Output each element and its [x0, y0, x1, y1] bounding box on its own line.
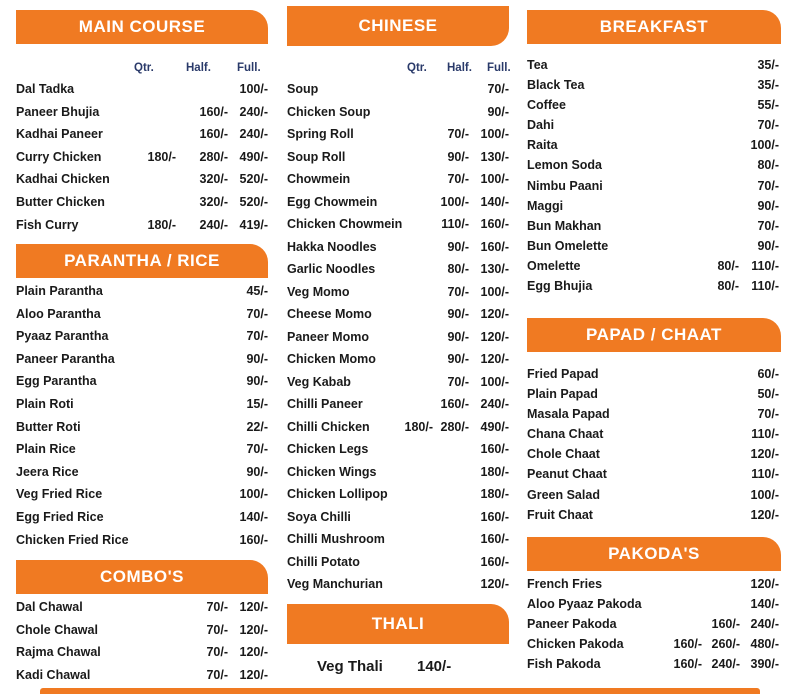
menu-item: [527, 617, 781, 637]
item-price-full: 120/-: [480, 307, 509, 321]
item-price-full: 70/-: [757, 178, 779, 193]
menu-item: [527, 158, 781, 178]
item-price-full: 100/-: [239, 82, 268, 96]
item-price-full: 70/-: [487, 82, 509, 96]
menu-item: [16, 172, 268, 195]
menu-item: [16, 623, 268, 646]
item-price-price: 160/-: [239, 532, 268, 547]
item-price-full: 160/-: [480, 239, 509, 254]
item-price-full: 35/-: [757, 58, 779, 72]
item-price-half: 80/-: [717, 279, 739, 294]
half-header: Half.: [447, 62, 472, 74]
thali-price: 140/-: [417, 658, 452, 675]
item-price-qtr: 160/-: [673, 657, 702, 672]
item-name: Chilli Mushroom: [287, 532, 385, 546]
papad-chaat-list: [527, 367, 781, 528]
item-name: Fruit Chaat: [527, 507, 593, 522]
item-name: Kadi Chawal: [16, 667, 91, 682]
item-name: Omelette: [527, 258, 581, 273]
item-price-price: 70/-: [246, 442, 268, 457]
item-price-price: 90/-: [246, 374, 268, 389]
chinese-list: [287, 82, 509, 600]
item-name: Chole Chaat: [527, 447, 600, 462]
item-price-full: 110/-: [751, 279, 779, 294]
item-name: Black Tea: [527, 78, 585, 93]
menu-item: [527, 597, 781, 617]
item-price-half: 160/-: [440, 397, 469, 411]
item-name: Chicken Fried Rice: [16, 532, 129, 547]
menu-item: [527, 407, 781, 427]
qtr-header: Qtr.: [407, 62, 427, 74]
menu-item: [287, 352, 509, 375]
item-price-price: 70/-: [246, 329, 268, 344]
menu-item: [527, 259, 781, 279]
item-name: Soya Chilli: [287, 509, 351, 524]
menu-item: [16, 127, 268, 150]
item-price-half: 80/-: [717, 258, 739, 273]
menu-item: [527, 58, 781, 78]
item-name: Pyaaz Parantha: [16, 329, 109, 344]
item-price-half: 240/-: [199, 217, 228, 232]
item-price-full: 110/-: [751, 258, 779, 273]
breakfast-title: BREAKFAST: [599, 17, 709, 36]
item-price-qtr: 160/-: [673, 637, 702, 652]
menu-item: [527, 138, 781, 158]
menu-item: [527, 488, 781, 508]
menu-item: [16, 420, 268, 443]
chinese-header: [287, 6, 509, 46]
thali-name: Veg Thali: [317, 658, 383, 675]
item-name: Coffee: [527, 98, 566, 113]
item-name: Kadhai Chicken: [16, 172, 110, 187]
item-name: Fish Pakoda: [527, 657, 601, 672]
item-price-full: 490/-: [239, 149, 268, 164]
item-price-half: 70/-: [206, 600, 228, 614]
item-price-qtr: 180/-: [404, 419, 433, 434]
item-price-full: 160/-: [480, 532, 509, 546]
item-name: Veg Momo: [287, 284, 350, 299]
main-course-header: [16, 10, 268, 44]
item-price-qtr: 180/-: [147, 217, 176, 232]
item-price-full: 240/-: [750, 617, 779, 632]
item-price-full: 480/-: [750, 637, 779, 652]
item-price-full: 100/-: [480, 172, 509, 186]
menu-item: [287, 217, 509, 240]
menu-item: [16, 510, 268, 533]
item-price-half: 90/-: [447, 352, 469, 366]
menu-item: [287, 420, 509, 443]
item-name: Peanut Chaat: [527, 467, 607, 482]
bottom-accent-bar: [40, 688, 760, 694]
menu-item: [527, 637, 781, 657]
item-price-price: 70/-: [757, 407, 779, 422]
parantha-rice-header: [16, 244, 268, 278]
item-price-full: 90/-: [757, 238, 779, 253]
item-name: Bun Makhan: [527, 218, 602, 233]
item-name: Chole Chawal: [16, 622, 98, 637]
item-price-price: 50/-: [757, 387, 779, 402]
menu-item: [527, 367, 781, 387]
menu-item: [16, 329, 268, 352]
item-price-half: 100/-: [440, 194, 469, 209]
menu-item: [527, 279, 781, 299]
item-name: Aloo Parantha: [16, 306, 101, 321]
menu-item: [287, 150, 509, 173]
item-price-half: 160/-: [199, 127, 228, 142]
item-name: Chowmein: [287, 172, 351, 186]
menu-item: [527, 219, 781, 239]
item-price-price: 90/-: [246, 464, 268, 479]
item-price-full: 90/-: [487, 104, 509, 119]
item-price-full: 130/-: [480, 262, 509, 276]
item-price-half: 280/-: [199, 149, 228, 164]
menu-item: [16, 105, 268, 128]
item-price-full: 419/-: [239, 217, 268, 232]
menu-item: [16, 487, 268, 510]
item-price-half: 70/-: [206, 645, 228, 660]
item-price-full: 120/-: [480, 352, 509, 366]
item-name: Paneer Momo: [287, 329, 369, 344]
item-name: Plain Roti: [16, 396, 74, 411]
item-price-half: 240/-: [711, 657, 740, 672]
menu-item: [16, 82, 268, 105]
item-price-full: 180/-: [480, 487, 509, 501]
item-name: Spring Roll: [287, 127, 354, 141]
item-name: Veg Fried Rice: [16, 487, 103, 502]
item-price-full: 100/-: [750, 138, 779, 153]
menu-item: [287, 127, 509, 150]
menu-item: [287, 285, 509, 308]
item-price-full: 240/-: [239, 127, 268, 142]
item-price-full: 90/-: [757, 198, 779, 213]
full-header: Full.: [237, 62, 261, 74]
item-name: Egg Fried Rice: [16, 509, 104, 524]
item-name: Chilli Chicken: [287, 419, 370, 434]
menu-item: [527, 467, 781, 487]
combos-header: [16, 560, 268, 594]
menu-item: [527, 239, 781, 259]
chinese-column-headers: [287, 62, 509, 78]
item-name: Butter Chicken: [16, 194, 105, 209]
item-price-full: 120/-: [480, 577, 509, 591]
item-name: Plain Parantha: [16, 284, 103, 298]
menu-item: [287, 240, 509, 263]
item-name: Butter Roti: [16, 419, 81, 434]
item-name: Jeera Rice: [16, 464, 79, 479]
pakodas-title: PAKODA'S: [608, 544, 700, 563]
item-name: Egg Chowmein: [287, 194, 378, 209]
menu-item: [287, 510, 509, 533]
item-price-half: 260/-: [711, 637, 740, 652]
item-name: Rajma Chawal: [16, 645, 101, 660]
menu-item: [287, 397, 509, 420]
papad-chaat-title: PAPAD / CHAAT: [586, 325, 722, 344]
item-price-full: 120/-: [239, 667, 268, 682]
pakodas-header: [527, 537, 781, 571]
item-price-full: 120/-: [239, 622, 268, 637]
menu-item: [287, 172, 509, 195]
item-name: Paneer Bhujia: [16, 104, 100, 119]
item-price-full: 140/-: [480, 194, 509, 209]
menu-item: [287, 487, 509, 510]
item-name: Raita: [527, 138, 558, 153]
item-name: Fried Papad: [527, 367, 599, 381]
menu-item: [287, 195, 509, 218]
thali-title: THALI: [371, 614, 425, 633]
item-price-price: 100/-: [750, 487, 779, 502]
menu-item: [16, 533, 268, 556]
item-price-price: 15/-: [246, 396, 268, 411]
item-name: Egg Parantha: [16, 374, 97, 389]
item-price-price: 110/-: [751, 467, 779, 482]
item-name: Dahi: [527, 118, 555, 133]
item-price-price: 90/-: [246, 351, 268, 366]
item-name: Veg Manchurian: [287, 577, 383, 591]
qtr-header: Qtr.: [134, 62, 154, 74]
item-name: Plain Rice: [16, 442, 76, 457]
menu-item: [527, 387, 781, 407]
item-name: Veg Kabab: [287, 374, 351, 389]
item-price-half: 320/-: [199, 194, 228, 209]
item-name: Paneer Parantha: [16, 351, 115, 366]
menu-item: [16, 307, 268, 330]
menu-item: [16, 645, 268, 668]
item-price-full: 160/-: [480, 509, 509, 524]
item-price-full: 160/-: [480, 442, 509, 456]
breakfast-list: [527, 58, 781, 299]
item-name: Masala Papad: [527, 407, 610, 422]
thali-row: [317, 658, 452, 675]
item-name: Plain Papad: [527, 387, 598, 402]
breakfast-header: [527, 10, 781, 44]
item-price-half: 70/-: [447, 127, 469, 141]
menu-item: [527, 447, 781, 467]
item-price-half: 110/-: [441, 217, 469, 231]
item-name: Hakka Noodles: [287, 239, 377, 254]
item-name: Green Salad: [527, 487, 600, 502]
item-price-full: 70/-: [757, 218, 779, 233]
item-name: Soup Roll: [287, 149, 346, 164]
menu-item: [16, 195, 268, 218]
item-price-half: 280/-: [440, 419, 469, 434]
item-price-qtr: 180/-: [147, 149, 176, 164]
item-price-half: 70/-: [447, 284, 469, 299]
item-price-half: 70/-: [206, 667, 228, 682]
item-price-half: 160/-: [711, 617, 740, 632]
menu-item: [16, 465, 268, 488]
item-price-full: 130/-: [480, 149, 509, 164]
menu-item: [16, 352, 268, 375]
item-price-half: 70/-: [447, 172, 469, 186]
menu-item: [287, 82, 509, 105]
menu-item: [527, 427, 781, 447]
item-price-price: 120/-: [750, 507, 779, 522]
item-name: Chilli Potato: [287, 554, 360, 569]
menu-item: [287, 442, 509, 465]
item-price-price: 22/-: [246, 419, 268, 434]
menu-item: [527, 508, 781, 528]
item-price-price: 110/-: [751, 427, 779, 442]
item-price-price: 70/-: [246, 306, 268, 321]
item-name: Nimbu Paani: [527, 178, 603, 193]
item-name: Chicken Pakoda: [527, 637, 624, 652]
papad-chaat-header: [527, 318, 781, 352]
menu-item: [16, 668, 268, 691]
item-price-full: 160/-: [480, 217, 509, 231]
menu-item: [287, 375, 509, 398]
item-name: Maggi: [527, 198, 564, 213]
item-name: Dal Chawal: [16, 600, 83, 614]
full-header: Full.: [487, 62, 511, 74]
menu-item: [287, 330, 509, 353]
item-price-full: 140/-: [750, 597, 779, 612]
item-price-full: 80/-: [757, 158, 779, 173]
item-name: Kadhai Paneer: [16, 127, 103, 142]
combos-title: COMBO'S: [99, 567, 185, 586]
item-price-price: 45/-: [246, 284, 268, 298]
item-price-full: 490/-: [480, 419, 509, 434]
item-price-price: 120/-: [750, 447, 779, 462]
item-price-half: 70/-: [206, 622, 228, 637]
item-price-half: 90/-: [447, 149, 469, 164]
menu-item: [16, 397, 268, 420]
item-price-full: 120/-: [750, 577, 779, 591]
menu-item: [16, 218, 268, 241]
parantha-rice-title: PARANTHA / RICE: [64, 251, 220, 270]
item-price-full: 120/-: [480, 329, 509, 344]
combos-list: [16, 600, 268, 690]
item-name: Chicken Chowmein: [287, 217, 403, 231]
item-price-full: 240/-: [480, 397, 509, 411]
item-name: Dal Tadka: [16, 82, 75, 96]
menu-item: [527, 179, 781, 199]
item-price-price: 100/-: [239, 487, 268, 502]
menu-item: [287, 555, 509, 578]
menu-item: [16, 442, 268, 465]
thali-header: [287, 604, 509, 644]
chinese-title: CHINESE: [358, 16, 438, 35]
item-price-full: 100/-: [480, 127, 509, 141]
item-price-half: 90/-: [447, 239, 469, 254]
item-name: Bun Omelette: [527, 238, 609, 253]
menu-item: [287, 105, 509, 128]
item-price-full: 120/-: [239, 600, 268, 614]
item-price-half: 80/-: [447, 262, 469, 276]
item-name: Aloo Pyaaz Pakoda: [527, 597, 642, 612]
menu-item: [287, 465, 509, 488]
item-price-full: 120/-: [239, 645, 268, 660]
item-price-full: 55/-: [757, 98, 779, 113]
item-price-full: 520/-: [239, 194, 268, 209]
item-price-full: 180/-: [480, 464, 509, 479]
item-name: French Fries: [527, 577, 603, 591]
item-price-full: 100/-: [480, 374, 509, 389]
menu-item: [16, 284, 268, 307]
item-price-half: 160/-: [199, 104, 228, 119]
item-name: Garlic Noodles: [287, 262, 376, 276]
menu-item: [527, 78, 781, 98]
item-name: Curry Chicken: [16, 149, 102, 164]
menu-item: [287, 577, 509, 600]
menu-item: [16, 374, 268, 397]
item-price-half: 90/-: [447, 329, 469, 344]
item-price-half: 90/-: [447, 307, 469, 321]
item-name: Chilli Paneer: [287, 397, 363, 411]
item-name: Lemon Soda: [527, 158, 603, 173]
item-name: Chicken Soup: [287, 104, 371, 119]
item-price-price: 140/-: [239, 509, 268, 524]
item-name: Egg Bhujia: [527, 279, 593, 294]
menu-item: [527, 577, 781, 597]
menu-item: [527, 199, 781, 219]
item-name: Chana Chaat: [527, 427, 604, 442]
menu-item: [527, 118, 781, 138]
half-header: Half.: [186, 62, 211, 74]
menu-item: [527, 657, 781, 677]
menu-item: [527, 98, 781, 118]
item-price-full: 70/-: [757, 118, 779, 133]
pakodas-list: [527, 577, 781, 677]
item-price-full: 35/-: [757, 78, 779, 93]
menu-item: [287, 307, 509, 330]
menu-item: [16, 150, 268, 173]
item-price-full: 520/-: [239, 172, 268, 187]
parantha-rice-list: [16, 284, 268, 555]
item-name: Soup: [287, 82, 319, 96]
main-course-column-headers: [16, 62, 268, 78]
item-name: Cheese Momo: [287, 307, 372, 321]
item-price-half: 320/-: [199, 172, 228, 187]
item-name: Fish Curry: [16, 217, 79, 232]
item-name: Chicken Legs: [287, 442, 369, 456]
menu-item: [287, 262, 509, 285]
main-course-list: [16, 82, 268, 240]
item-price-full: 240/-: [239, 104, 268, 119]
item-price-price: 60/-: [757, 367, 779, 381]
item-price-full: 160/-: [480, 554, 509, 569]
item-name: Chicken Wings: [287, 464, 377, 479]
item-name: Paneer Pakoda: [527, 617, 617, 632]
main-course-title: MAIN COURSE: [78, 17, 206, 36]
item-name: Chicken Momo: [287, 352, 376, 366]
item-price-half: 70/-: [447, 374, 469, 389]
item-name: Chicken Lollipop: [287, 487, 388, 501]
menu-item: [287, 532, 509, 555]
item-price-full: 100/-: [480, 284, 509, 299]
menu-item: [16, 600, 268, 623]
item-price-full: 390/-: [750, 657, 779, 672]
item-name: Tea: [527, 58, 548, 72]
